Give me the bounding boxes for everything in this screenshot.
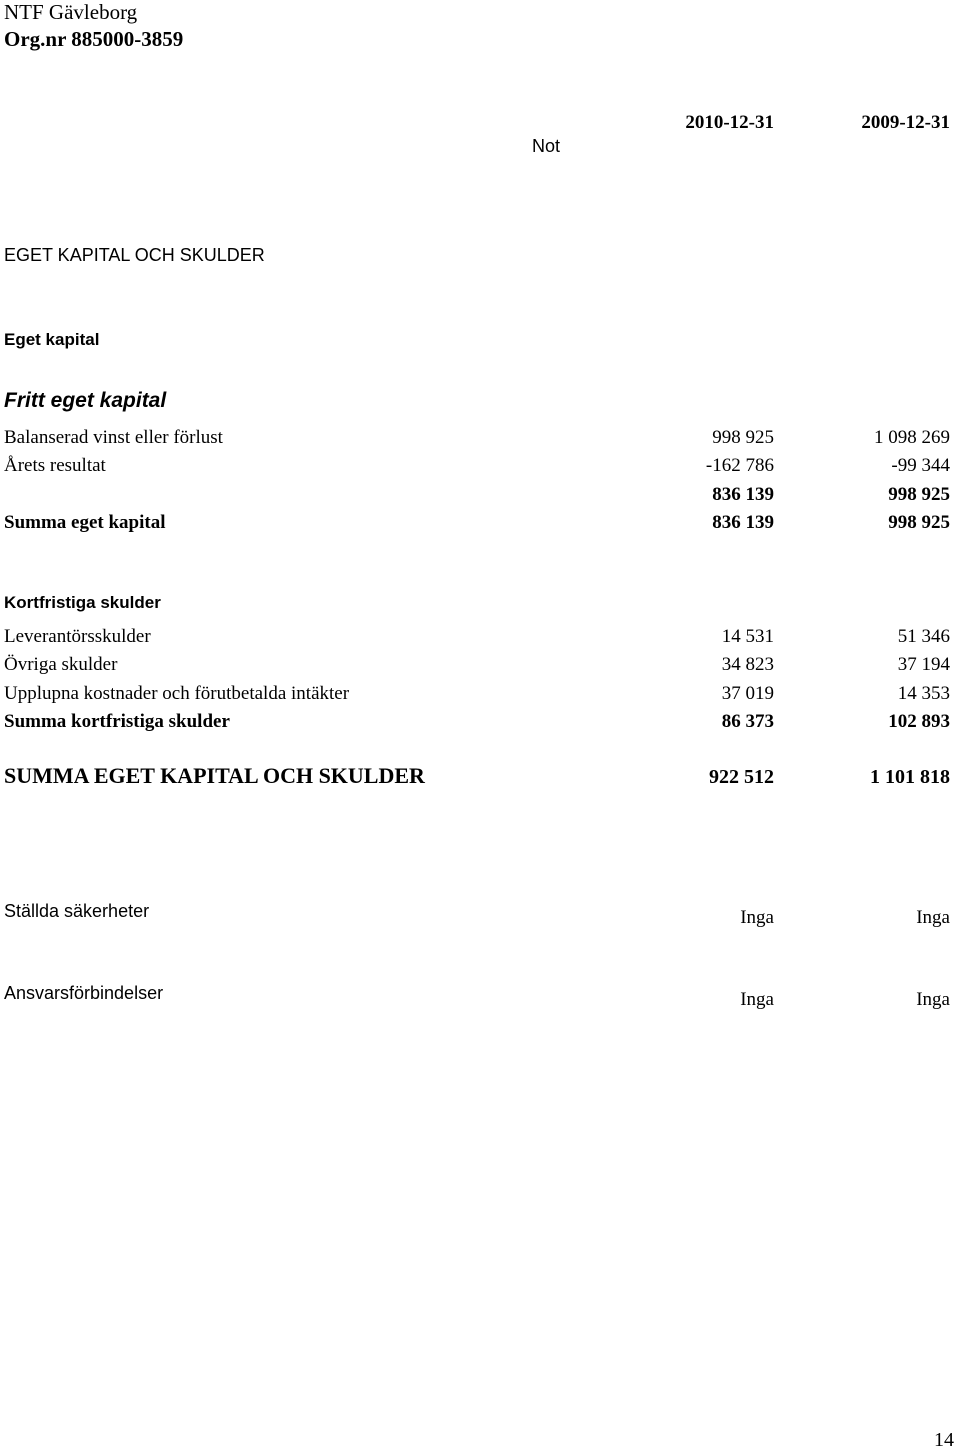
row-label: Balanserad vinst eller förlust	[4, 427, 223, 448]
value-2009: 998 925	[888, 512, 950, 533]
row-label: Summa eget kapital	[4, 512, 166, 533]
value-2010: 836 139	[712, 512, 774, 533]
row-label: Årets resultat	[4, 455, 106, 476]
value-2009: -99 344	[891, 455, 950, 476]
row-label: Upplupna kostnader och förutbetalda intäkter	[4, 683, 350, 704]
liabilities-heading: Kortfristiga skulder	[4, 593, 161, 612]
column-header-not: Not	[532, 136, 561, 156]
value-2010: 998 925	[712, 427, 774, 448]
value-2009: 14 353	[897, 683, 950, 704]
value-2009: 51 346	[897, 626, 950, 647]
row-label: Ställda säkerheter	[4, 901, 150, 921]
equity-heading: Eget kapital	[4, 330, 100, 349]
value-2009: Inga	[916, 907, 950, 928]
equity-subheading: Fritt eget kapital	[4, 389, 167, 412]
value-2009: 1 101 818	[870, 766, 950, 788]
value-2010: Inga	[740, 989, 774, 1010]
value-2009: 37 194	[897, 654, 950, 675]
value-2010: -162 786	[705, 455, 774, 476]
row-label: Leverantörsskulder	[4, 626, 151, 647]
row-label: Summa kortfristiga skulder	[4, 711, 230, 732]
value-2010: 34 823	[721, 654, 774, 675]
value-2010: 86 373	[721, 711, 774, 732]
value-2010: 14 531	[721, 626, 774, 647]
section-title: EGET KAPITAL OCH SKULDER	[4, 245, 265, 265]
row-label: SUMMA EGET KAPITAL OCH SKULDER	[4, 763, 425, 788]
value-2009: 998 925	[888, 484, 950, 505]
org-number: Org.nr 885000-3859	[4, 27, 184, 51]
page-number: 14	[934, 1429, 954, 1451]
row-label: Ansvarsförbindelser	[4, 983, 164, 1003]
value-2010: Inga	[740, 907, 774, 928]
value-2009: Inga	[916, 989, 950, 1010]
row-label: Övriga skulder	[4, 654, 118, 675]
value-2010: 922 512	[709, 766, 774, 788]
org-name: NTF Gävleborg	[4, 0, 138, 24]
column-header-2009: 2009-12-31	[861, 112, 950, 133]
column-header-2010: 2010-12-31	[685, 112, 774, 133]
value-2010: 37 019	[721, 683, 774, 704]
value-2009: 102 893	[888, 711, 950, 732]
value-2009: 1 098 269	[874, 427, 950, 448]
value-2010: 836 139	[712, 484, 774, 505]
